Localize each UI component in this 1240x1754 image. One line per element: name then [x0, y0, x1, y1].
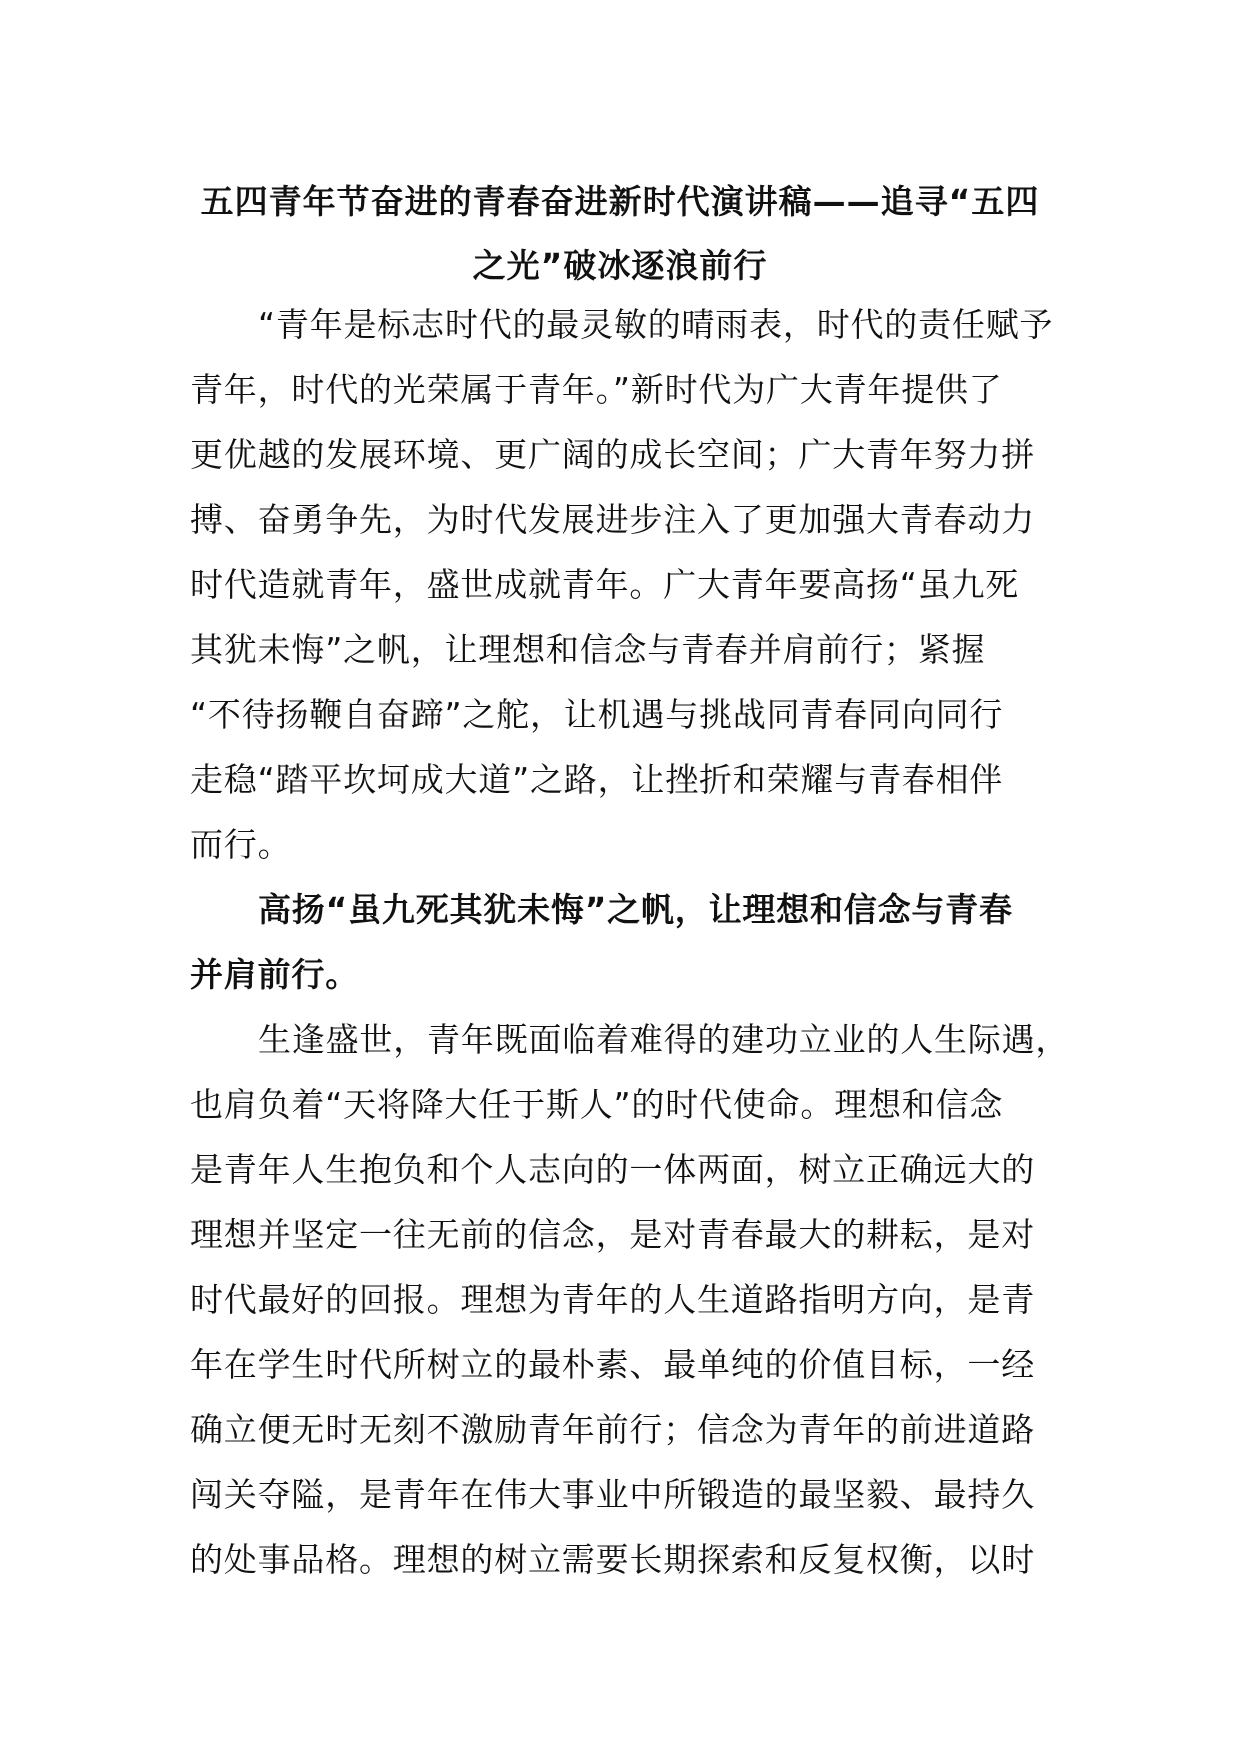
paragraph-1-line: 更优越的发展环境、更广阔的成长空间；广大青年努力拼	[190, 435, 1035, 474]
paragraph-2-line: 的处事品格。理想的树立需要长期探索和反复权衡，以时	[190, 1540, 1035, 1579]
title-line-1: 五四青年节奋进的青春奋进新时代演讲稿——追寻“五四	[200, 182, 1040, 221]
paragraph-1-line: 搏、奋勇争先，为时代发展进步注入了更加强大青春动力	[190, 500, 1035, 539]
paragraph-2-line: 闯关夺隘，是青年在伟大事业中所锻造的最坚毅、最持久	[190, 1475, 1035, 1514]
paragraph-2-line: 是青年人生抱负和个人志向的一体两面，树立正确远大的	[190, 1150, 1035, 1189]
section-heading-line: 并肩前行。	[190, 955, 359, 994]
paragraph-2-line: 理想并坚定一往无前的信念，是对青春最大的耕耘，是对	[190, 1215, 1035, 1254]
paragraph-1-line: “青年是标志时代的最灵敏的晴雨表，时代的责任赋予	[258, 305, 1054, 344]
paragraph-1-line: 时代造就青年，盛世成就青年。广大青年要高扬“虽九死	[190, 565, 1020, 604]
paragraph-2-line: 也肩负着“天将降大任于斯人”的时代使命。理想和信念	[190, 1085, 1004, 1124]
section-heading-line: 高扬“虽九死其犹未悔”之帆，让理想和信念与青春	[258, 890, 1013, 929]
paragraph-2-line: 年在学生时代所树立的最朴素、最单纯的价值目标，一经	[190, 1345, 1035, 1384]
paragraph-2-line: 时代最好的回报。理想为青年的人生道路指明方向，是青	[190, 1280, 1035, 1319]
paragraph-1-line: “不待扬鞭自奋蹄”之舵，让机遇与挑战同青春同向同行	[190, 695, 1004, 734]
paragraph-1-line: 走稳“踏平坎坷成大道”之路，让挫折和荣耀与青春相伴	[190, 760, 1004, 799]
paragraph-1-line: 青年，时代的光荣属于青年。”新时代为广大青年提供了	[190, 370, 1003, 409]
title-line-2: 之光”破冰逐浪前行	[472, 246, 768, 285]
paragraph-2-line: 生逢盛世，青年既面临着难得的建功立业的人生际遇，	[258, 1020, 1070, 1059]
paragraph-1-line: 其犹未悔”之帆，让理想和信念与青春并肩前行；紧握	[190, 630, 986, 669]
paragraph-1-line: 而行。	[190, 825, 292, 864]
paragraph-2-line: 确立便无时无刻不激励青年前行；信念为青年的前进道路	[190, 1410, 1035, 1449]
